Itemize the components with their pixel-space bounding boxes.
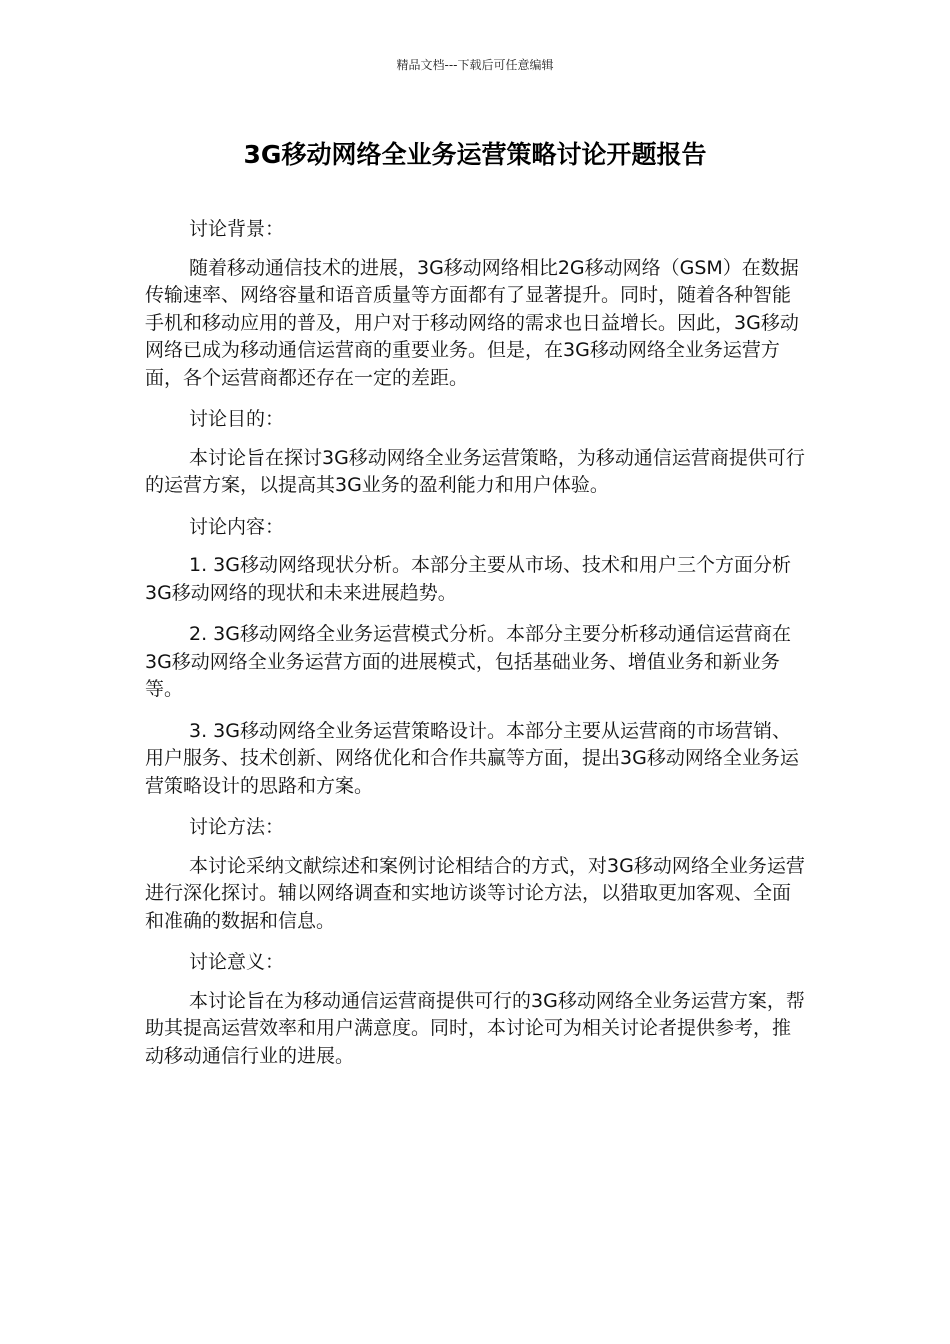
section-paragraph: 本讨论采纳文献综述和案例讨论相结合的方式，对3G移动网络全业务运营进行深化探讨。辅以网络调查和实地访谈等讨论方法，以猎取更加客观、全面和准确的数据和信息。	[145, 854, 805, 932]
document-body	[145, 216, 807, 1084]
section-paragraph: 本讨论旨在探讨3G移动网络全业务运营策略，为移动通信运营商提供可行的运营方案，以提高其3G业务的盈利能力和用户体验。	[145, 446, 805, 496]
section-list-item: 3. 3G移动网络全业务运营策略设计。本部分主要从运营商的市场营销、用户服务、技术创新、网络优化和合作共赢等方面，提出3G移动网络全业务运营策略设计的思路和方案。	[145, 719, 799, 797]
section-paragraph: 本讨论旨在为移动通信运营商提供可行的3G移动网络全业务运营方案，帮助其提高运营效率和用户满意度。同时，本讨论可为相关讨论者提供参考，推动移动通信行业的进展。	[145, 989, 805, 1067]
section-heading-purpose: 讨论目的：	[189, 408, 285, 430]
section-heading-method: 讨论方法：	[189, 816, 285, 838]
page-header: 精品文档---下载后可任意编辑	[396, 58, 554, 72]
section-list-item: 1. 3G移动网络现状分析。本部分主要从市场、技术和用户三个方面分析3G移动网络的现状和未来进展趋势。	[145, 554, 791, 604]
section-paragraph: 随着移动通信技术的进展，3G移动网络相比2G移动网络（GSM）在数据传输速率、网络容量和语音质量等方面都有了显著提升。同时，随着各种智能手机和移动应用的普及，用户对于移动网络的需求也日益增长。因此，3G移动网络已成为移动通信运营商的重要业务。但是，在3G移动网络全业务运营方面，各个运营商都还存在一定的差距。	[145, 256, 799, 389]
document-title: 3G移动网络全业务运营策略讨论开题报告	[243, 140, 707, 169]
section-heading-background: 讨论背景：	[189, 218, 285, 240]
section-list-item: 2. 3G移动网络全业务运营模式分析。本部分主要分析移动通信运营商在3G移动网络全业务运营方面的进展模式，包括基础业务、增值业务和新业务等。	[145, 623, 791, 700]
section-heading-content: 讨论内容：	[189, 515, 285, 538]
section-heading-significance: 讨论意义：	[189, 951, 285, 973]
